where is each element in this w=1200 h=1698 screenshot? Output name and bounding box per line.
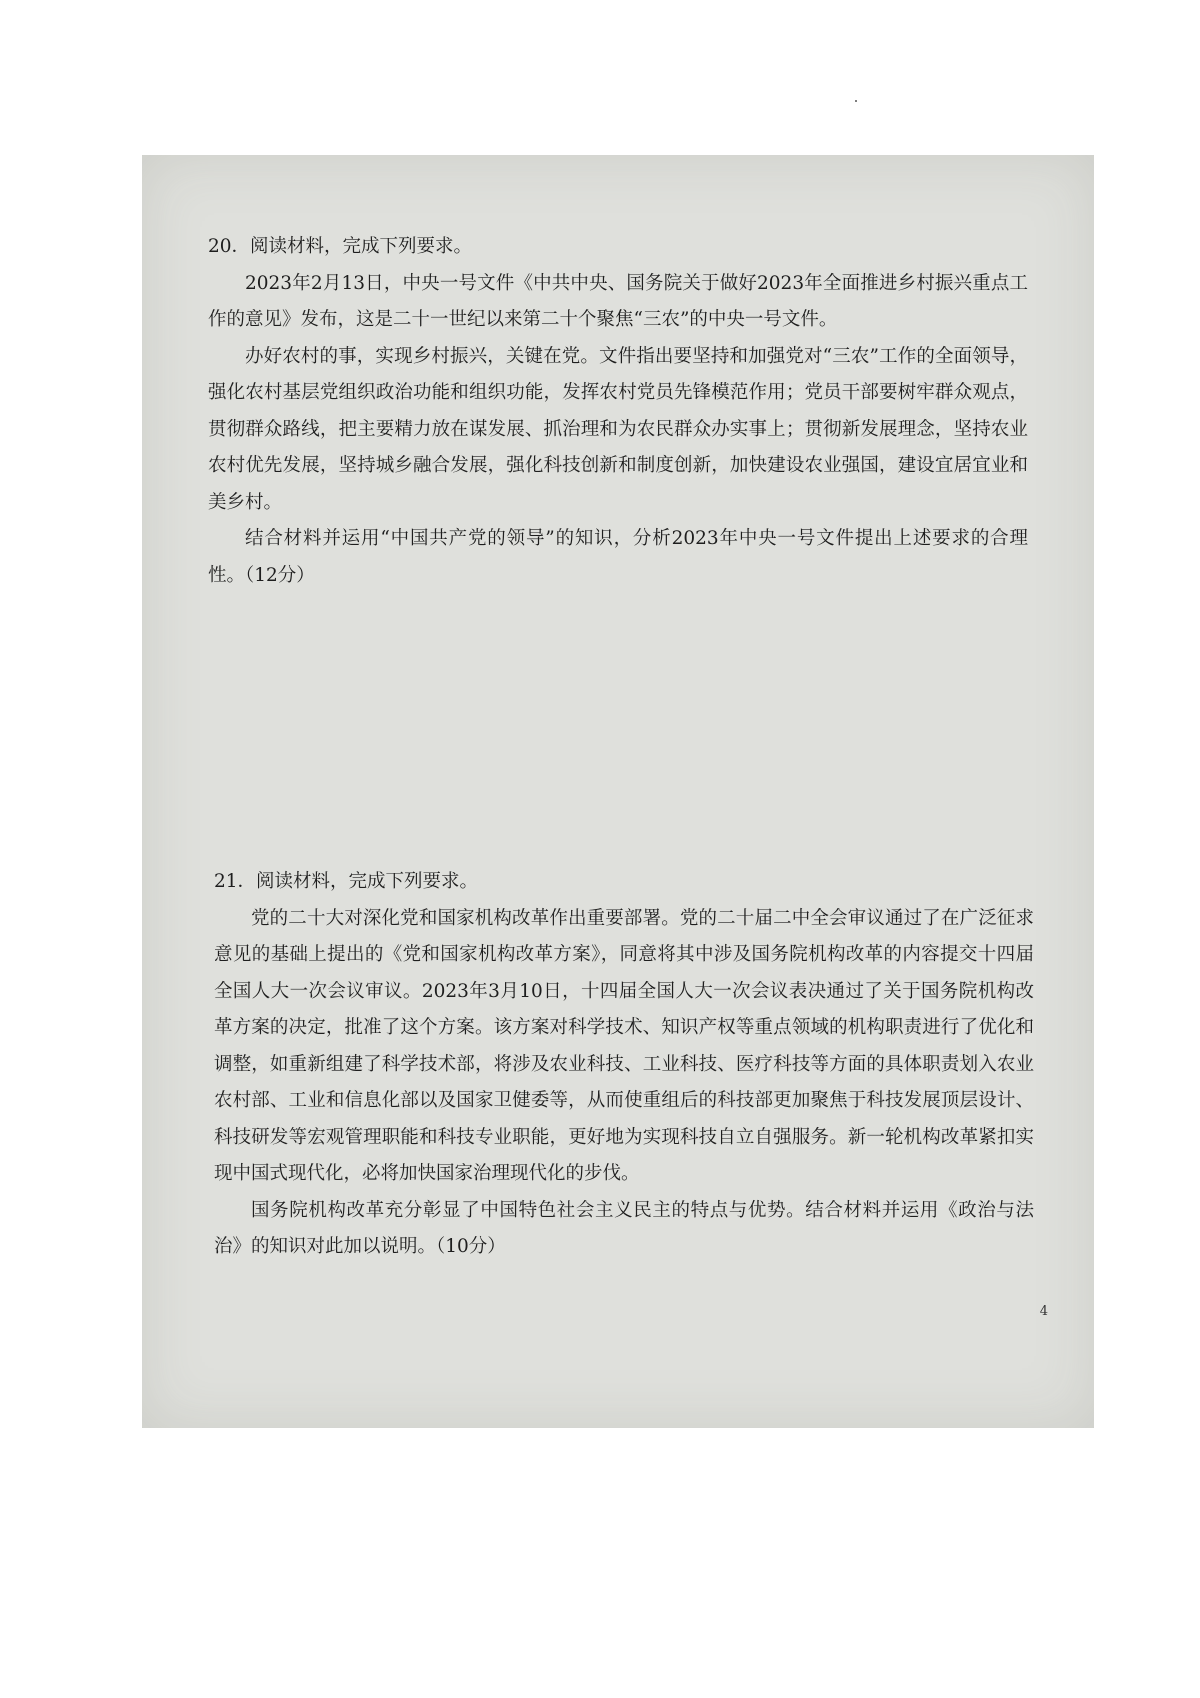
question-21-material-paragraph-1: 党的二十大对深化党和国家机构改革作出重要部署。党的二十届二中全会审议通过了在广泛征求意见的基础上提出的《党和国家机构改革方案》，同意将其中涉及国务院机构改革的内容提交十四届全国人大一次会议审议。2023年3月10日，十四届全国人大一次会议表决通过了关于国务院机构改革方案的决定，批准了这个方案。该方案对科学技术、知识产权等重点领域的机构职责进行了优化和调整，如重新组建了科学技术部，将涉及农业科技、工业科技、医疗科技等方面的具体职责划入农业农村部、工业和信息化部以及国家卫健委等，从而使重组后的科技部更加聚焦于科技发展顶层设计、科技研发等宏观管理职能和科技专业职能，更好地为实现科技自立自强服务。新一轮机构改革紧扣实现中国式现代化，必将加快国家治理现代化的步伐。 (214, 907, 1034, 1184)
question-20-title: 20．阅读材料，完成下列要求。 (208, 236, 473, 257)
question-21 (214, 864, 1034, 1266)
exam-page (142, 155, 1094, 1428)
question-20-material-paragraph-2: 办好农村的事，实现乡村振兴，关键在党。文件指出要坚持和加强党对“三农”工作的全面领导，强化农村基层党组织政治功能和组织功能，发挥农村党员先锋模范作用；党员干部要树牢群众观点，贯彻群众路线，把主要精力放在谋发展、抓治理和为农民群众办实事上；贯彻新发展理念，坚持农业农村优先发展，坚持城乡融合发展，强化科技创新和制度创新，加快建设农业强国，建设宜居宜业和美乡村。 (208, 345, 1028, 513)
question-20-material-paragraph-1: 2023年2月13日，中央一号文件《中共中央、国务院关于做好2023年全面推进乡村振兴重点工作的意见》发布，这是二十一世纪以来第二十个聚焦“三农”的中央一号文件。 (208, 272, 1028, 330)
scan-speck (855, 100, 857, 102)
page-number: 4 (1039, 1304, 1048, 1319)
question-20-prompt: 结合材料并运用“中国共产党的领导”的知识，分析2023年中央一号文件提出上述要求的合理性。（12分） (208, 528, 1028, 586)
question-21-prompt: 国务院机构改革充分彰显了中国特色社会主义民主的特点与优势。结合材料并运用《政治与法治》的知识对此加以说明。（10分） (214, 1199, 1034, 1257)
question-21-title: 21．阅读材料，完成下列要求。 (214, 871, 479, 892)
question-20 (208, 229, 1028, 594)
